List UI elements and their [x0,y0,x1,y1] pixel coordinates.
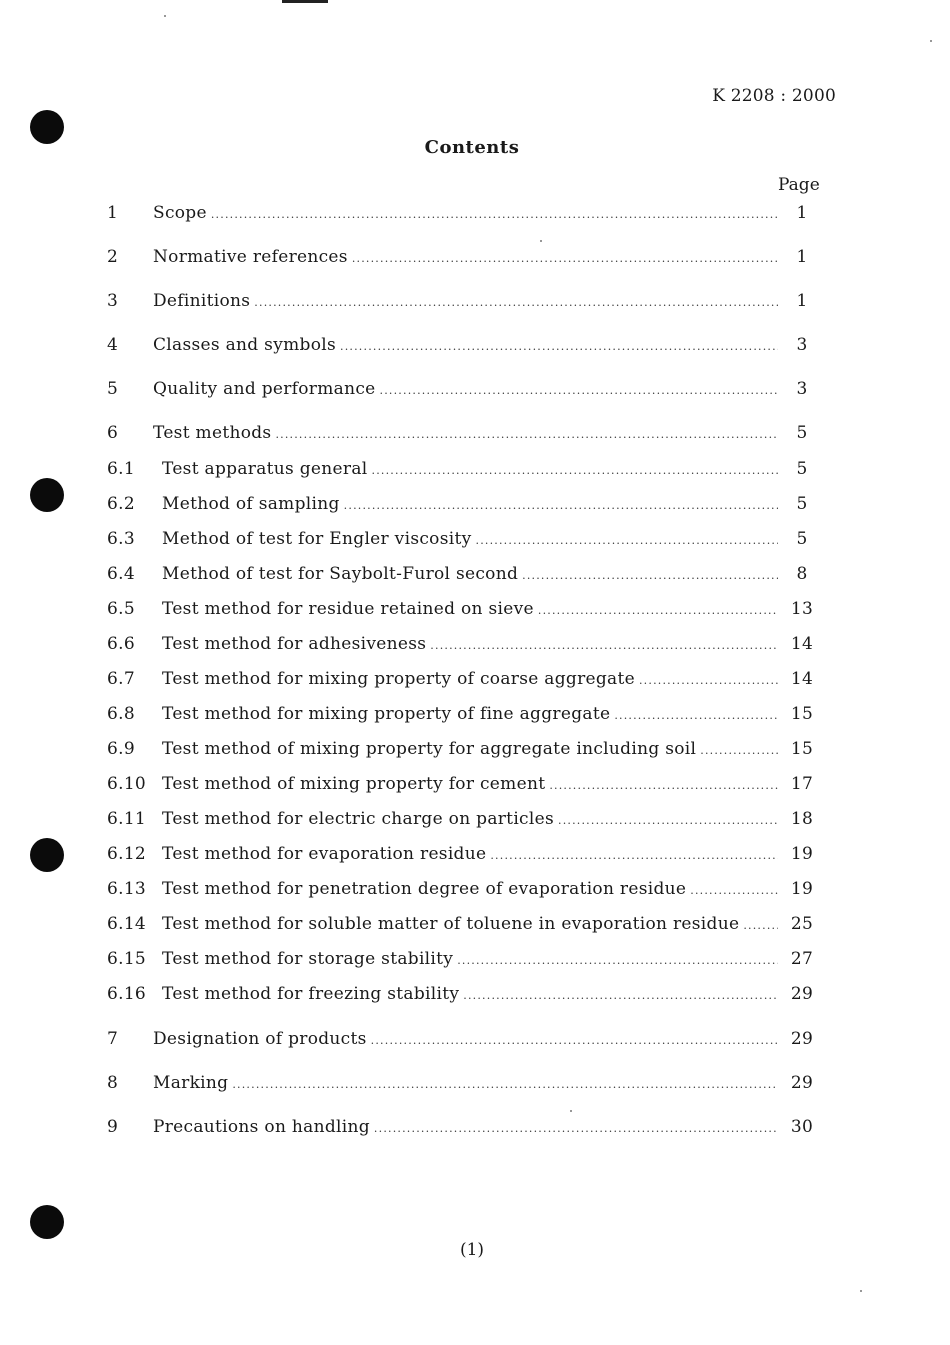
toc-entry-page: 29 [790,1073,814,1093]
toc-entry-number: 6.4 [107,564,135,584]
toc-entry-number: 3 [107,291,119,311]
toc-entry-number: 6.2 [107,494,135,514]
toc-entry-page: 5 [796,529,808,549]
toc-entry-number: 9 [107,1117,119,1137]
toc-entry-page: 17 [790,774,814,794]
standard-number: K 2208 : 2000 [712,86,836,106]
toc-entry-page: 18 [790,809,814,829]
dot-leader [374,1122,778,1135]
toc-entry-title: Test method for electric charge on particles [162,809,554,829]
toc-entry-title: Designation of products [153,1029,367,1049]
toc-entry [107,774,820,798]
toc-entry-title: Test method of mixing property for aggregate including soil [162,739,697,759]
toc-entry-title: Test method for mixing property of fine aggregate [162,704,611,724]
toc-entry-page: 27 [790,949,814,969]
toc-entry-title: Test method for freezing stability [162,984,460,1004]
dot-leader [372,464,779,477]
dot-leader [344,499,778,512]
toc-entry-title: Marking [153,1073,229,1093]
toc-entry-number: 6.16 [107,984,147,1004]
dot-leader [340,340,778,353]
toc-entry [107,914,820,938]
dot-leader [700,744,778,757]
toc-entry-page: 19 [790,879,814,899]
dot-leader [232,1078,778,1091]
dot-leader [457,954,778,967]
toc-entry-page: 15 [790,704,814,724]
dot-leader [211,208,778,221]
toc-entry-page: 30 [790,1117,814,1137]
toc-entry-page: 5 [796,494,808,514]
toc-entry-page: 14 [790,634,814,654]
toc-entry-title: Test method for evaporation residue [162,844,487,864]
toc-entry-title: Scope [153,203,207,223]
toc-entry-number: 6.5 [107,599,135,619]
toc-entry-title: Method of test for Engler viscosity [162,529,472,549]
toc-entry-number: 7 [107,1029,119,1049]
toc-entry [107,459,820,483]
toc-entry [107,1117,820,1141]
dot-leader [371,1034,778,1047]
toc-entry-number: 6.8 [107,704,135,724]
toc-entry [107,379,820,403]
toc-entry [107,203,820,227]
dot-leader [558,814,778,827]
toc-entry-title: Test method for adhesiveness [162,634,427,654]
toc-entry-title: Definitions [153,291,251,311]
toc-entry-page: 8 [796,564,808,584]
toc-entry-number: 6.6 [107,634,135,654]
toc-entry-number: 5 [107,379,119,399]
toc-entry-number: 6.13 [107,879,147,899]
toc-entry [107,1073,820,1097]
toc-entry-page: 14 [790,669,814,689]
toc-entry-number: 6.9 [107,739,135,759]
toc-entry-title: Classes and symbols [153,335,337,355]
toc-entry-page: 25 [790,914,814,934]
toc-entry-title: Precautions on handling [153,1117,370,1137]
toc-entry-number: 8 [107,1073,119,1093]
dot-leader [352,252,778,265]
toc-entry-number: 6 [107,423,119,443]
toc-entry-title: Test method for mixing property of coarse aggregate [162,669,635,689]
dot-leader [522,569,778,582]
toc-entry [107,291,820,315]
toc-entry-page: 29 [790,1029,814,1049]
toc-entry-page: 1 [796,291,808,311]
dot-leader [380,384,778,397]
toc-entry [107,529,820,553]
toc-entry-page: 3 [796,379,808,399]
toc-entry-page: 19 [790,844,814,864]
toc-entry-title: Method of sampling [162,494,340,514]
dot-leader [254,296,778,309]
toc-entry-page: 5 [796,423,808,443]
toc-entry [107,1029,820,1053]
toc-entry [107,669,820,693]
dot-leader [690,884,778,897]
toc-entry-page: 15 [790,739,814,759]
toc-entry-number: 6.14 [107,914,147,934]
toc-entry-number: 6.1 [107,459,135,479]
dot-leader [476,534,779,547]
toc-entry [107,335,820,359]
toc-entry [107,634,820,658]
toc-entry-number: 6.7 [107,669,135,689]
toc-entry-title: Test method for residue retained on sieve [162,599,534,619]
toc-entry-number: 6.3 [107,529,135,549]
toc-entry [107,879,820,903]
page-column-label: Page [778,175,820,195]
dot-leader [743,919,778,932]
toc-entry [107,844,820,868]
toc-entry [107,423,820,447]
toc-entry [107,704,820,728]
dot-leader [463,989,778,1002]
toc-entry-page: 1 [796,203,808,223]
dot-leader [430,639,778,652]
toc-entry-number: 1 [107,203,119,223]
toc-entry-title: Test method of mixing property for cement [162,774,546,794]
toc-entry-title: Quality and performance [153,379,376,399]
toc-entry-title: Normative references [153,247,348,267]
dot-leader [538,604,778,617]
toc-entry-number: 2 [107,247,119,267]
dot-leader [275,428,778,441]
toc-entry-number: 6.10 [107,774,147,794]
toc-entry [107,564,820,588]
page-number: (1) [459,1240,485,1260]
toc-entry [107,949,820,973]
dot-leader [490,849,778,862]
dot-leader [614,709,778,722]
toc-entry-title: Test apparatus general [162,459,368,479]
toc-entry-page: 13 [790,599,814,619]
toc-entry [107,809,820,833]
toc-entry-page: 29 [790,984,814,1004]
toc-entry-title: Test method for storage stability [162,949,454,969]
toc-entry-title: Method of test for Saybolt-Furol second [162,564,519,584]
toc-entry-page: 5 [796,459,808,479]
toc-entry [107,247,820,271]
dot-leader [549,779,778,792]
toc-entry [107,984,820,1008]
toc-entry-number: 6.15 [107,949,147,969]
toc-entry-title: Test method for soluble matter of toluene in evaporation residue [162,914,740,934]
page-title: Contents [424,137,520,158]
toc-entry-number: 6.12 [107,844,147,864]
toc-entry-title: Test method for penetration degree of evaporation residue [162,879,687,899]
toc-entry [107,494,820,518]
toc-entry [107,599,820,623]
toc-entry-title: Test methods [153,423,272,443]
toc-entry-number: 4 [107,335,119,355]
toc-entry [107,739,820,763]
dot-leader [639,674,778,687]
toc-entry-page: 1 [796,247,808,267]
toc-entry-page: 3 [796,335,808,355]
toc-entry-number: 6.11 [107,809,147,829]
